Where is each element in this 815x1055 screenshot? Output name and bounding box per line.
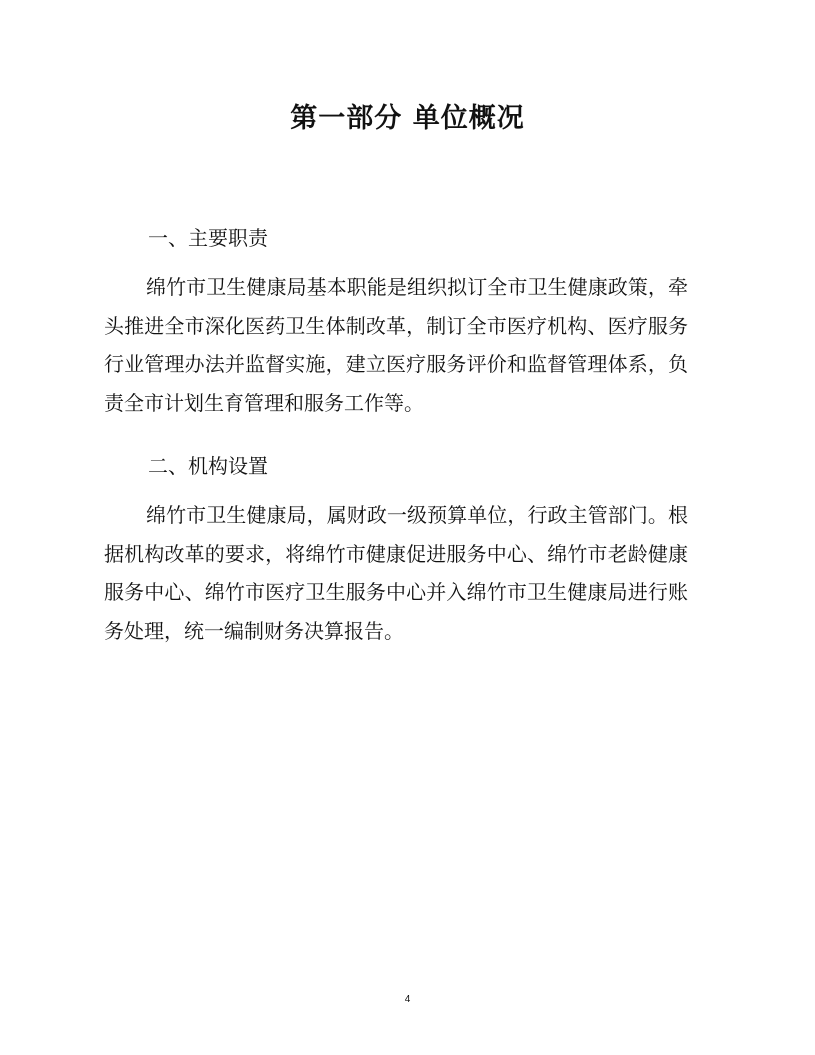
section-heading-main-duties: 一、主要职责 <box>148 226 268 250</box>
page-title: 第一部分 单位概况 <box>290 103 525 134</box>
section-body-org-setup: 绵竹市卫生健康局，属财政一级预算单位，行政主管部门。根据机构改革的要求，将绵竹市健康促进服务中心、绵竹市老龄健康服务中心、绵竹市医疗卫生服务中心并入绵竹市卫生健康局进行账务处理，统一编制财务决算报告。 <box>104 503 688 643</box>
section-heading-org-setup: 二、机构设置 <box>148 454 268 478</box>
section-body-main-duties: 绵竹市卫生健康局基本职能是组织拟订全市卫生健康政策，牵头推进全市深化医药卫生体制改革，制订全市医疗机构、医疗服务行业管理办法并监督实施，建立医疗服务评价和监督管理体系，负责全市计划生育管理和服务工作等。 <box>104 275 688 415</box>
page-number: 4 <box>404 994 411 1005</box>
